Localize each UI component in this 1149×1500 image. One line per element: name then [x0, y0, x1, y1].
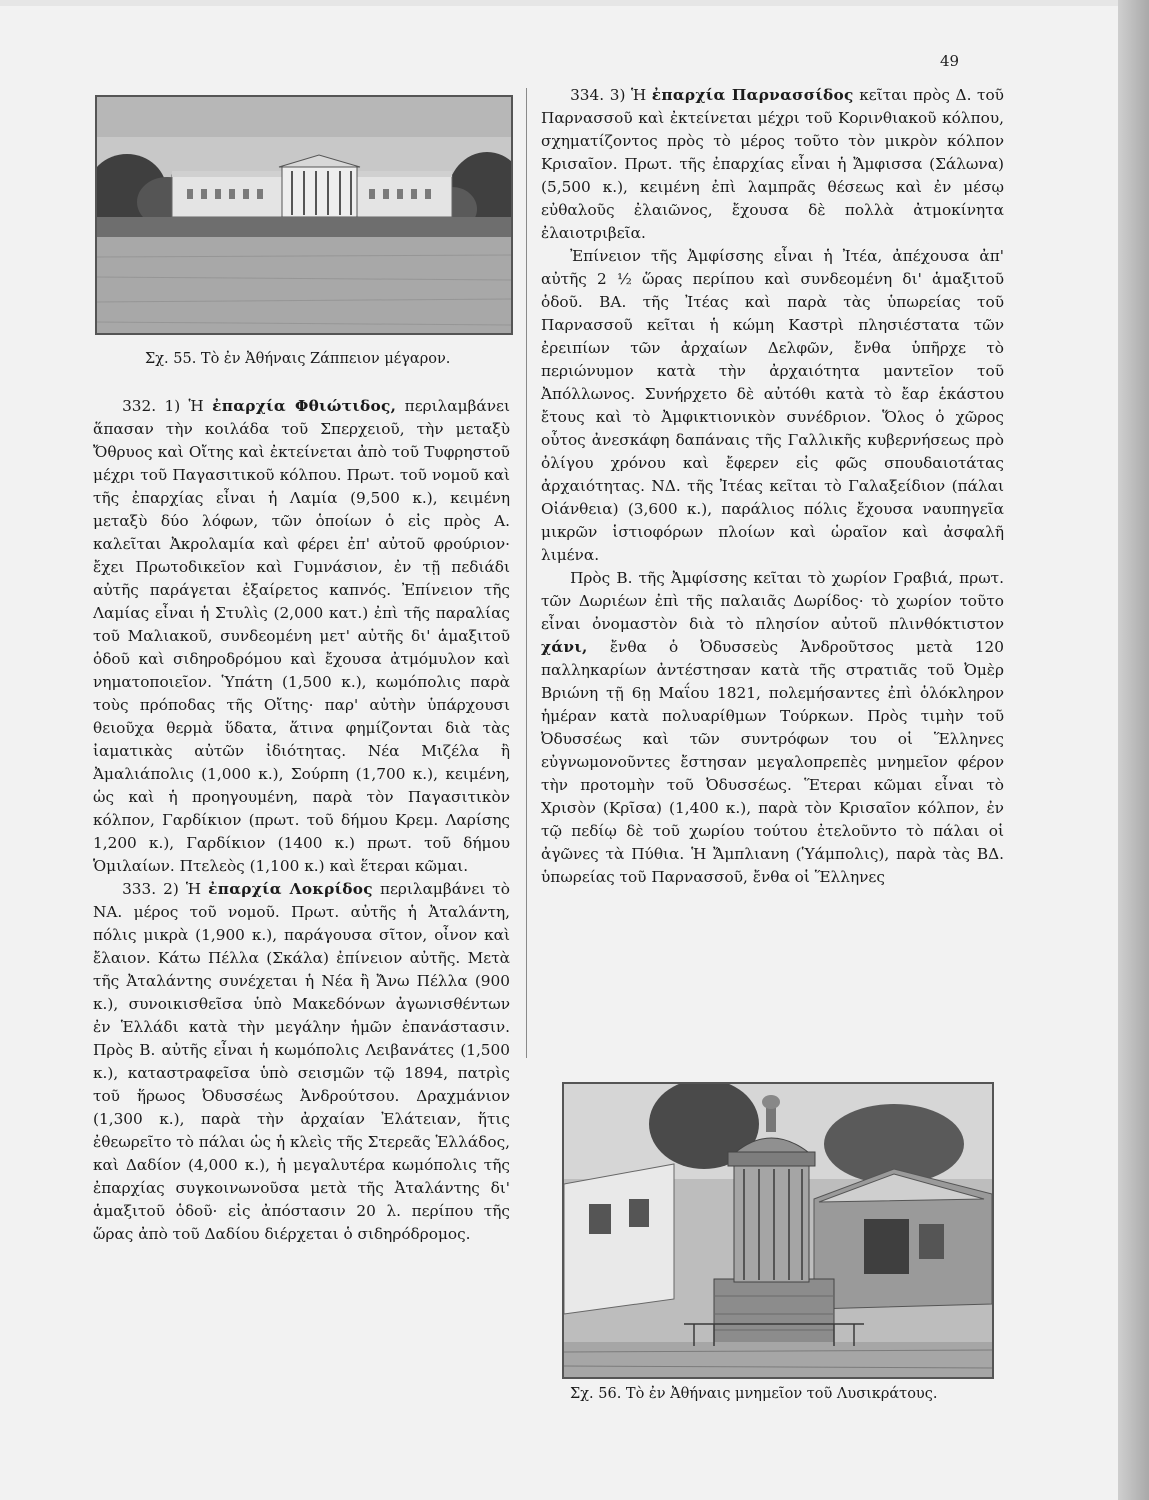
figure-55-caption: Σχ. 55. Τὸ ἐν Ἀθήναις Ζάππειον μέγαρον.: [145, 351, 451, 367]
section-334-paragraph-3: [541, 567, 1004, 889]
section-334-body-1: κεῖται πρὸς Δ. τοῦ Παρνασσοῦ καὶ ἐκτείνεται μέχρι τοῦ Κορινθιακοῦ κόλπου, σχηματίζοντος πρὸς τὸ μέρος τοῦτο τὸν μικρὸν κόλπον Κρισαῖον. Πρωτ. τῆς ἐπαρχίας εἶναι ἡ Ἄμφισσα (Σάλωνα) (5,500 κ.), κειμένη ἐπὶ λαμπρᾶς θέσεως καὶ ἐν μέσῳ εὐθαλοῦς ἐλαιῶνος, ἔχουσα δὲ πολλὰ ἀτμοκίνητα ἐλαιοτριβεῖα.: [541, 86, 1004, 242]
section-333-number: 333. 2) Ἡ: [122, 880, 202, 898]
section-334-title: ἐπαρχία Παρνασσίδος: [651, 86, 854, 104]
top-edge: [0, 0, 1118, 6]
figure-zappeion-photo: [95, 95, 513, 335]
figure-56-caption: Σχ. 56. Τὸ ἐν Ἀθήναις μνημεῖον τοῦ Λυσικράτους.: [570, 1386, 938, 1402]
section-334-body-3b: ἔνθα ὁ Ὀδυσσεὺς Ἀνδροῦτσος μετὰ 120 παλληκαρίων ἀντέστησαν κατὰ τῆς στρατιᾶς τοῦ Ὀμὲρ Βριώνη τῇ 6ῃ Μαΐου 1821, πολεμήσαντες ἐπὶ ὁλόκληρον ἡμέραν κατὰ πολυαρίθμων Τούρκων. Πρὸς τιμὴν τοῦ Ὀδυσσέως καὶ τῶν συντρόφων του οἱ Ἕλληνες εὐγνωμονοῦντες ἔστησαν μεγαλοπρεπὲς μνημεῖον φέρον τὴν προτομὴν τοῦ Ὀδυσσέως. Ἕτεραι κῶμαι εἶναι τὸ Χρισὸν (Κρῖσα) (1,400 κ.), παρὰ τὸν Κρισαῖον κόλπον, ἐν τῷ πεδίῳ δὲ τοῦ χωρίου τούτου ἐτελοῦντο τὸ πάλαι οἱ ἀγῶνες τὰ Πύθια. Ἡ Ἄμπλιανη (Ὑάμπολις), παρὰ τὰς ΒΔ. ὑπωρείας τοῦ Παρνασσοῦ, ἔνθα οἱ Ἕλληνες: [541, 638, 1004, 886]
section-334-body-3a: Πρὸς Β. τῆς Ἀμφίσσης κεῖται τὸ χωρίον Γραβιά, πρωτ. τῶν Δωριέων ἐπὶ τῆς παλαιᾶς Δωρίδος· τὸ χωρίον τοῦτο εἶναι ὀνομαστὸν διὰ τὸ πλησίον αὐτοῦ πλινθόκτιστον: [541, 569, 1004, 633]
section-334-number: 334. 3) Ἡ: [570, 86, 647, 104]
section-332-title: ἐπαρχία Φθιώτιδος,: [212, 397, 397, 415]
page-gutter: [1118, 0, 1149, 1500]
zappeion-illustration: [97, 97, 511, 333]
right-text-column: [541, 84, 1004, 889]
column-divider: [526, 88, 527, 1058]
section-333-paragraph: [93, 878, 510, 1246]
figure-lysicrates-photo: [562, 1082, 994, 1379]
section-333-title: ἐπαρχία Λοκρίδος: [208, 880, 373, 898]
section-333-body: περιλαμβάνει τὸ ΝΑ. μέρος τοῦ νομοῦ. Πρωτ. αὐτῆς ἡ Ἀταλάντη, πόλις μικρὰ (1,900 κ.), παράγουσα σῖτον, οἶνον καὶ ἔλαιον. Κάτω Πέλλα (Σκάλα) ἐπίνειον αὐτῆς. Μετὰ τῆς Ἀταλάντης συνέχεται ἡ Νέα ἢ Ἄνω Πέλλα (900 κ.), συνοικισθεῖσα ὑπὸ Μακεδόνων ἀγωνισθέντων ἐν Ἑλλάδι κατὰ τὴν μεγάλην ἡμῶν ἐπανάστασιν. Πρὸς Β. αὐτῆς εἶναι ἡ κωμόπολις Λειβανάτες (1,500 κ.), καταστραφεῖσα ὑπὸ σεισμῶν τῷ 1894, πατρὶς τοῦ ἥρωος Ὀδυσσέως Ἀνδρούτσου. Δραχμάνιον (1,300 κ.), παρὰ τὴν ἀρχαίαν Ἐλάτειαν, ἥτις ἐθεωρεῖτο τὸ πάλαι ὡς ἡ κλεὶς τῆς Στερεᾶς Ἑλλάδος, καὶ Δαδίον (4,000 κ.), ἡ μεγαλυτέρα κωμόπολις τῆς ἐπαρχίας συγκοινωνοῦσα μετὰ τῆς Ἀταλάντης δι' ἁμαξιτοῦ ὁδοῦ· εἰς ἀπόστασιν 20 λ. περίπου τῆς ὥρας ἀπὸ τοῦ Δαδίου διέρχεται ὁ σιδηρόδρομος.: [93, 880, 510, 1243]
lysicrates-illustration: [564, 1084, 992, 1377]
section-332-body: περιλαμβάνει ἅπασαν τὴν κοιλάδα τοῦ Σπερχειοῦ, τὴν μεταξὺ Ὄθρυος καὶ Οἴτης καὶ ἐκτείνεται ἀπὸ τοῦ Τυφρηστοῦ μέχρι τοῦ Παγασιτικοῦ κόλπου. Πρωτ. τοῦ νομοῦ καὶ τῆς ἐπαρχίας εἶναι ἡ Λαμία (9,500 κ.), κειμένη μεταξὺ δύο λόφων, τῶν ὁποίων ὁ εἰς πρὸς Α. καλεῖται Ἀκρολαμία καὶ φέρει ἐπ' αὐτοῦ φρούριον· ἔχει Πρωτοδικεῖον καὶ Γυμνάσιον, ἐν τῇ πεδιάδι αὐτῆς παράγεται ἐξαίρετος καπνός. Ἐπίνειον τῆς Λαμίας εἶναι ἡ Στυλὶς (2,000 κατ.) ἐπὶ τῆς παραλίας τοῦ Μαλιακοῦ, συνδεομένη μετ' αὐτῆς δι' ἁμαξιτοῦ ὁδοῦ καὶ σιδηροδρόμου καὶ ἔχουσα ἀτμόμυλον καὶ νηματοποιεῖον. Ὑπάτη (1,500 κ.), κωμόπολις παρὰ τοὺς πρόποδας τῆς Οἴτης· παρ' αὐτὴν ὑπάρχουσι θειοῦχα θερμὰ ὕδατα, ἅτινα φημίζονται διὰ τὰς ἰαματικὰς αὐτῶν ἰδιότητας. Νέα Μιζέλα ἢ Ἀμαλιάπολις (1,000 κ.), Σούρπη (1,700 κ.), κειμένη, ὡς καὶ ἡ προηγουμένη, παρὰ τὸν Παγασιτικὸν κόλπον, Γαρδίκιον (πρωτ. τοῦ δήμου Κρεμ. Λαρίσης 1,200 κ.), Γαρδίκιον (1400 κ.) πρωτ. τοῦ δήμου Ὁμιλαίων. Πτελεὸς (1,100 κ.) καὶ ἕτεραι κῶμαι.: [93, 397, 510, 875]
section-334-paragraph-1: [541, 84, 1004, 245]
section-332-number: 332. 1) Ἡ: [122, 397, 204, 415]
page-number: 49: [940, 52, 960, 70]
left-text-column: [93, 395, 510, 1246]
section-334-bold-word: χάνι,: [541, 638, 588, 656]
section-334-paragraph-2: Ἐπίνειον τῆς Ἀμφίσσης εἶναι ἡ Ἰτέα, ἀπέχουσα ἀπ' αὐτῆς 2 ½ ὥρας περίπου καὶ συνδεομένη δι' ἁμαξιτοῦ ὁδοῦ. ΒΑ. τῆς Ἰτέας καὶ παρὰ τὰς ὑπωρείας τοῦ Παρνασσοῦ κεῖται ἡ κώμη Καστρὶ πλησιέστατα τῶν ἐρειπίων τῶν ἀρχαίων Δελφῶν, ἔνθα ὑπῆρχε τὸ περιώνυμον κατὰ τὴν ἀρχαιότητα μαντεῖον τοῦ Ἀπόλλωνος. Συνήρχετο δὲ αὐτόθι κατὰ τὸ ἔαρ ἑκάστου ἔτους καὶ τὸ Ἀμφικτιονικὸν συνέδριον. Ὅλος ὁ χῶρος οὗτος ἀνεσκάφη δαπάναις τῆς Γαλλικῆς κυβερνήσεως πρὸ ὀλίγου χρόνου καὶ ἔφερεν εἰς φῶς σπουδαιοτάτας ἀρχαιότητας. ΝΔ. τῆς Ἰτέας κεῖται τὸ Γαλαξείδιον (πάλαι Οἰάνθεια) (3,600 κ.), παράλιος πόλις ἔχουσα ναυπηγεῖα μικρῶν ἱστιοφόρων πλοίων καὶ ὡραῖον καὶ ἀσφαλῆ λιμένα.: [541, 247, 1004, 564]
section-332-paragraph: [93, 395, 510, 878]
